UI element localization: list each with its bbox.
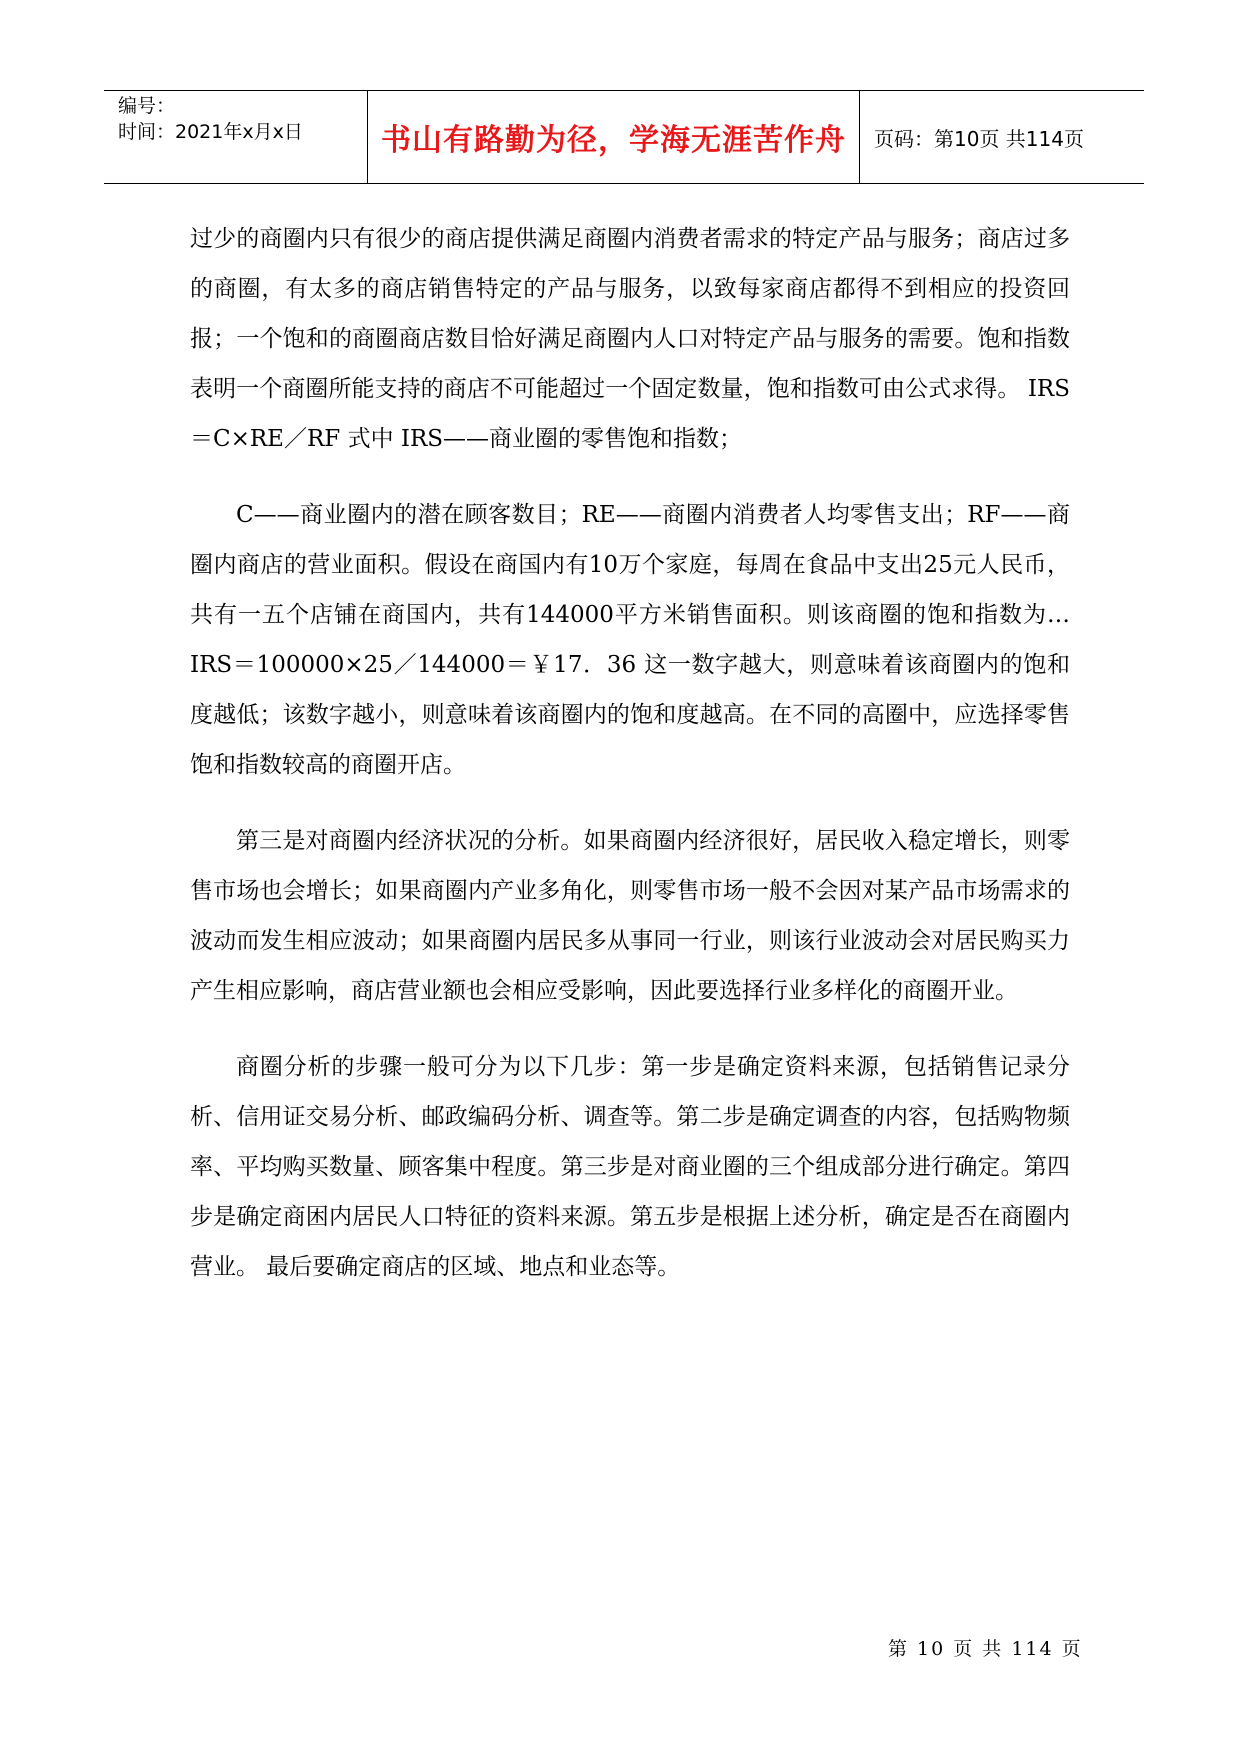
page-header: [104, 90, 1144, 184]
page-footer: 第 10 页 共 114 页: [888, 1638, 1083, 1660]
document-body: [190, 214, 1070, 1318]
number-label: 编号：: [118, 95, 176, 117]
header-meta: [104, 91, 368, 183]
paragraph-4: 商圈分析的步骤一般可分为以下几步：第一步是确定资料来源，包括销售记录分析、信用证交易分析、邮政编码分析、调查等。第二步是确定调查的内容，包括购物频率、平均购买数量、顾客集中程度。第三步是对商业圈的三个组成部分进行确定。第四步是确定商困内居民人口特征的资料来源。第五步是根据上述分析，确定是否在商圈内营业。 最后要确定商店的区域、地点和业态等。: [190, 1054, 1070, 1280]
header-page-label: 页码：第10页 共114页: [874, 126, 1084, 151]
time-label: 时间：2021年x月x日: [118, 121, 303, 143]
header-motto: 书山有路勤为径，学海无涯苦作舟: [368, 91, 860, 183]
paragraph-2: C——商业圈内的潜在顾客数目；RE——商圈内消费者人均零售支出；RF——商圈内商店的营业面积。假设在商国内有10万个家庭，每周在食品中支出25元人民币，共有一五个店铺在商国内，共有144000平方米销售面积。则该商圈的饱和指数为… IRS＝100000×25／144000＝￥17．36 这一数字越大，则意味着该商圈内的饱和度越低；该数字越小，则意味着该商圈内的饱和度越高。在不同的高圈中，应选择零售饱和指数较高的商圈开店。: [190, 502, 1070, 778]
paragraph-1: 过少的商圈内只有很少的商店提供满足商圈内消费者需求的特定产品与服务；商店过多的商圈，有太多的商店销售特定的产品与服务，以致每家商店都得不到相应的投资回报；一个饱和的商圈商店数目恰好满足商圈内人口对特定产品与服务的需要。饱和指数表明一个商圈所能支持的商店不可能超过一个固定数量，饱和指数可由公式求得。 IRS＝C×RE／RF 式中 IRS——商业圈的零售饱和指数；: [190, 226, 1070, 452]
paragraph-3: 第三是对商圈内经济状况的分析。如果商圈内经济很好，居民收入稳定增长，则零售市场也会增长；如果商圈内产业多角化，则零售市场一般不会因对某产品市场需求的波动而发生相应波动；如果商圈内居民多从事同一行业，则该行业波动会对居民购买力产生相应影响，商店营业额也会相应受影响，因此要选择行业多样化的商圈开业。: [190, 828, 1070, 1004]
